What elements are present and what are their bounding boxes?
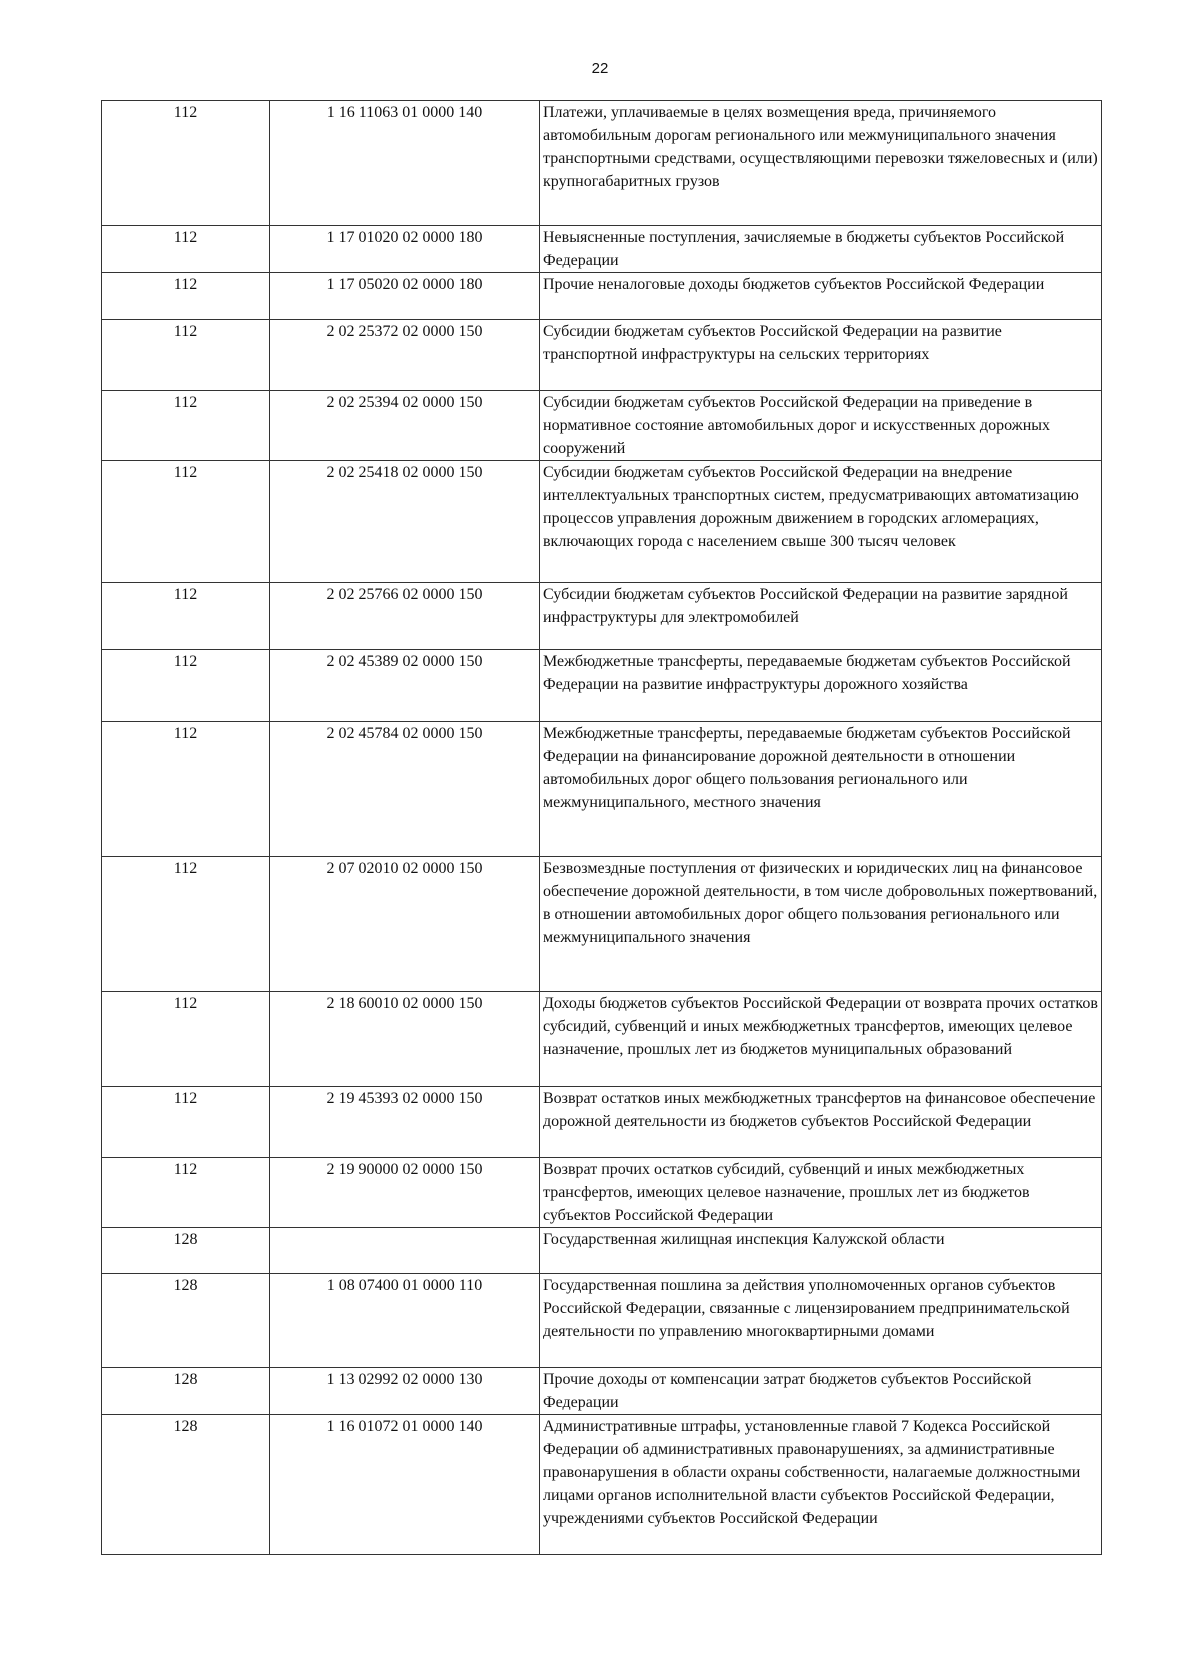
budget-code-cell: 1 17 05020 02 0000 180	[270, 273, 540, 320]
table-row	[102, 583, 1102, 650]
revenue-name-cell: Невыясненные поступления, зачисляемые в бюджеты субъектов Российской Федерации	[540, 226, 1102, 273]
admin-code-cell: 112	[102, 1087, 270, 1158]
admin-code-cell: 112	[102, 583, 270, 650]
budget-code-cell: 1 16 01072 01 0000 140	[270, 1415, 540, 1555]
revenue-name-cell: Прочие доходы от компенсации затрат бюджетов субъектов Российской Федерации	[540, 1368, 1102, 1415]
budget-code-cell: 2 02 25372 02 0000 150	[270, 320, 540, 391]
admin-code-cell: 112	[102, 391, 270, 461]
table-row	[102, 650, 1102, 722]
admin-code-cell: 112	[102, 273, 270, 320]
budget-code-cell: 2 02 25418 02 0000 150	[270, 461, 540, 583]
budget-code-cell	[270, 1228, 540, 1274]
admin-code-cell: 128	[102, 1274, 270, 1368]
budget-code-cell: 2 19 45393 02 0000 150	[270, 1087, 540, 1158]
revenue-name-cell: Платежи, уплачиваемые в целях возмещения вреда, причиняемого автомобильным дорогам регионального или межмуниципального значения транспортными средствами, осуществляющими перевозки тяжеловесных и (или) крупногабаритных грузов	[540, 101, 1102, 226]
table-row	[102, 857, 1102, 992]
table-row	[102, 273, 1102, 320]
budget-code-cell: 2 18 60010 02 0000 150	[270, 992, 540, 1087]
revenue-name-cell: Прочие неналоговые доходы бюджетов субъектов Российской Федерации	[540, 273, 1102, 320]
revenue-name-cell: Доходы бюджетов субъектов Российской Федерации от возврата прочих остатков субсидий, субвенций и иных межбюджетных трансфертов, имеющих целевое назначение, прошлых лет из бюджетов муниципальных образований	[540, 992, 1102, 1087]
revenue-name-cell: Безвозмездные поступления от физических и юридических лиц на финансовое обеспечение дорожной деятельности, в том числе добровольных пожертвований, в отношении автомобильных дорог общего пользования регионального или межмуниципального значения	[540, 857, 1102, 992]
admin-code-cell: 112	[102, 722, 270, 857]
budget-code-cell: 1 13 02992 02 0000 130	[270, 1368, 540, 1415]
admin-code-cell: 112	[102, 857, 270, 992]
table-row	[102, 226, 1102, 273]
revenue-name-cell: Возврат прочих остатков субсидий, субвенций и иных межбюджетных трансфертов, имеющих целевое назначение, прошлых лет из бюджетов субъектов Российской Федерации	[540, 1158, 1102, 1228]
budget-code-cell: 2 02 45389 02 0000 150	[270, 650, 540, 722]
table-row	[102, 1228, 1102, 1274]
revenue-name-cell: Субсидии бюджетам субъектов Российской Федерации на развитие транспортной инфраструктуры на сельских территориях	[540, 320, 1102, 391]
revenue-name-cell: Межбюджетные трансферты, передаваемые бюджетам субъектов Российской Федерации на развитие инфраструктуры дорожного хозяйства	[540, 650, 1102, 722]
revenue-name-cell: Субсидии бюджетам субъектов Российской Федерации на приведение в нормативное состояние автомобильных дорог и искусственных дорожных сооружений	[540, 391, 1102, 461]
revenue-name-cell: Межбюджетные трансферты, передаваемые бюджетам субъектов Российской Федерации на финансирование дорожной деятельности в отношении автомобильных дорог общего пользования регионального или межмуниципального, местного значения	[540, 722, 1102, 857]
admin-code-cell: 112	[102, 101, 270, 226]
admin-code-cell: 128	[102, 1368, 270, 1415]
table-row	[102, 992, 1102, 1087]
table-row	[102, 1415, 1102, 1555]
revenue-name-cell: Субсидии бюджетам субъектов Российской Федерации на внедрение интеллектуальных транспортных систем, предусматривающих автоматизацию процессов управления дорожным движением в городских агломерациях, включающих города с населением свыше 300 тысяч человек	[540, 461, 1102, 583]
admin-code-cell: 112	[102, 992, 270, 1087]
budget-code-cell: 1 08 07400 01 0000 110	[270, 1274, 540, 1368]
revenue-name-cell: Субсидии бюджетам субъектов Российской Федерации на развитие зарядной инфраструктуры для электромобилей	[540, 583, 1102, 650]
page-number: 22	[591, 60, 609, 77]
budget-code-cell: 2 02 25394 02 0000 150	[270, 391, 540, 461]
table-row	[102, 320, 1102, 391]
table-row	[102, 1368, 1102, 1415]
table-row	[102, 1087, 1102, 1158]
table-row	[102, 1274, 1102, 1368]
revenue-name-cell: Возврат остатков иных межбюджетных трансфертов на финансовое обеспечение дорожной деятельности из бюджетов субъектов Российской Федерации	[540, 1087, 1102, 1158]
admin-code-cell: 128	[102, 1415, 270, 1555]
budget-code-cell: 2 02 45784 02 0000 150	[270, 722, 540, 857]
table-row	[102, 722, 1102, 857]
admin-code-cell: 112	[102, 1158, 270, 1228]
table-row	[102, 391, 1102, 461]
budget-code-cell: 2 07 02010 02 0000 150	[270, 857, 540, 992]
revenue-name-cell: Административные штрафы, установленные главой 7 Кодекса Российской Федерации об административных правонарушениях, за административные правонарушения в области охраны собственности, налагаемые должностными лицами органов исполнительной власти субъектов Российской Федерации, учреждениями субъектов Российской Федерации	[540, 1415, 1102, 1555]
revenue-name-cell: Государственная пошлина за действия уполномоченных органов субъектов Российской Федерации, связанные с лицензированием предпринимательской деятельности по управлению многоквартирными домами	[540, 1274, 1102, 1368]
table-row	[102, 101, 1102, 226]
admin-code-cell: 112	[102, 461, 270, 583]
budget-code-cell: 1 17 01020 02 0000 180	[270, 226, 540, 273]
table-row	[102, 1158, 1102, 1228]
budget-code-cell: 2 02 25766 02 0000 150	[270, 583, 540, 650]
revenue-name-cell: Государственная жилищная инспекция Калужской области	[540, 1228, 1102, 1274]
admin-code-cell: 112	[102, 650, 270, 722]
admin-code-cell: 128	[102, 1228, 270, 1274]
budget-code-cell: 2 19 90000 02 0000 150	[270, 1158, 540, 1228]
admin-code-cell: 112	[102, 320, 270, 391]
budget-classification-table	[101, 100, 1102, 1555]
budget-code-cell: 1 16 11063 01 0000 140	[270, 101, 540, 226]
table-row	[102, 461, 1102, 583]
admin-code-cell: 112	[102, 226, 270, 273]
